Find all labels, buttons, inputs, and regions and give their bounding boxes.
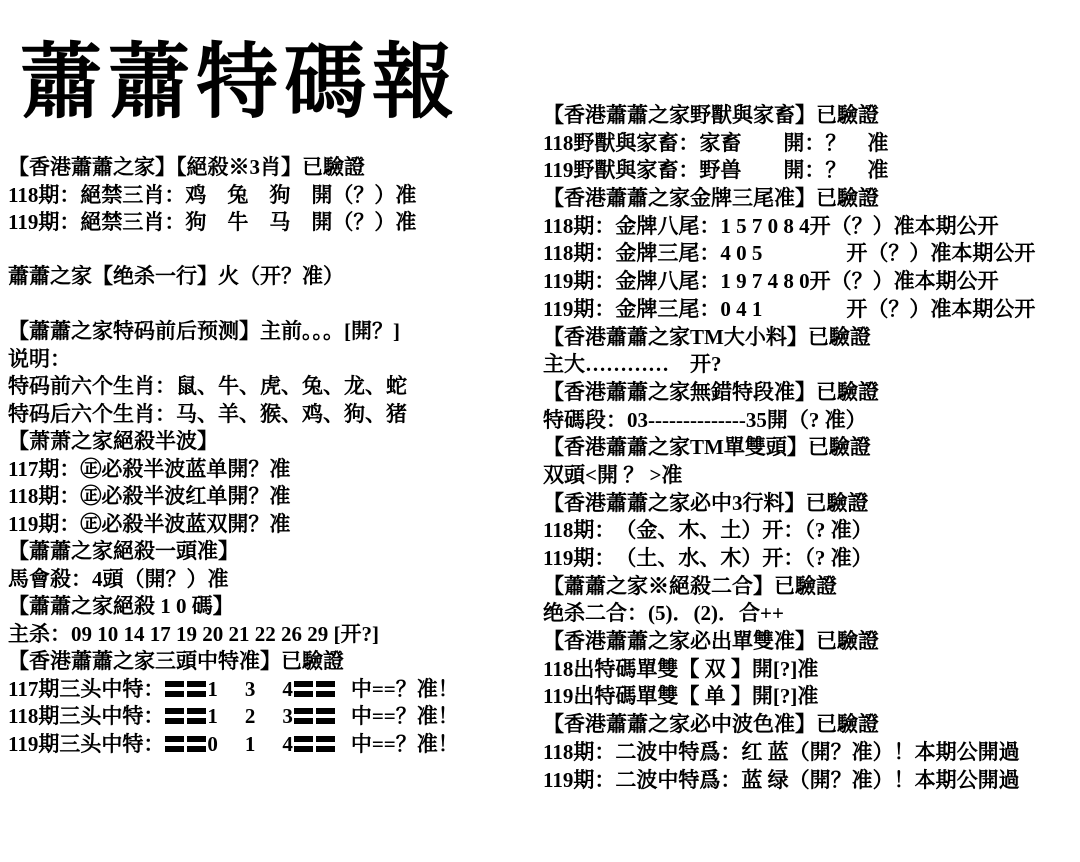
redacted-bars — [294, 677, 335, 705]
text-line: 118期：絕禁三肖：鸡 兔 狗 開（？）准 — [8, 182, 417, 207]
section-header: 【蕭蕭之家特码前后预测】主前。。。[開？] — [8, 319, 400, 344]
text-line: 118期：二波中特爲：红 蓝（開？准）！本期公開過 — [543, 739, 1020, 764]
right-column — [543, 102, 1078, 794]
section-header: 【萧萧之家絕殺半波】 — [8, 429, 218, 454]
three-head-row — [8, 703, 538, 731]
digit: 0 — [207, 731, 218, 756]
digit: 1 — [244, 731, 256, 756]
text-line: 118期：金牌三尾：4 0 5 开（？）准本期公开 — [543, 241, 1036, 266]
redacted-bars — [165, 677, 206, 705]
digit: 2 — [244, 704, 256, 729]
redacted-bars — [165, 732, 206, 760]
text-line: 119期：絕禁三肖：狗 牛 马 開（？）准 — [8, 210, 417, 235]
digit: 1 — [207, 676, 218, 701]
left-column — [8, 36, 538, 758]
digit: 3 — [244, 676, 256, 701]
text-line: 119出特碼單雙【 单 】開[?]准 — [543, 684, 819, 709]
result-text: 中==？准！ — [350, 676, 459, 701]
section-header: 【香港蕭蕭之家金牌三尾准】已驗證 — [543, 186, 879, 211]
text-line: 119期： （土、水、木）开：（? 准） — [543, 546, 873, 570]
section-header: 【蕭蕭之家絕殺一頭准】 — [8, 539, 239, 564]
section-header: 【香港蕭蕭之家TM大小料】已驗證 — [543, 324, 871, 349]
section-header: 【香港蕭蕭之家無錯特段准】已驗證 — [543, 379, 879, 404]
section-header: 【香港蕭蕭之家三頭中特准】已驗證 — [8, 649, 344, 674]
section-header: 【香港蕭蕭之家必出單雙准】已驗證 — [543, 629, 879, 654]
text-line: 蕭蕭之家【绝杀一行】火（开？准） — [8, 263, 344, 288]
newspaper-title: 蕭蕭特碼報 — [20, 37, 461, 128]
text-line: 118期：金牌八尾：1 5 7 0 8 4开（？）准本期公开 — [543, 213, 999, 238]
text-line: 117期：㊣必殺半波蓝单開？准 — [8, 456, 291, 481]
redacted-bars — [294, 704, 335, 732]
redacted-bars — [165, 704, 206, 732]
digit: 3 — [282, 704, 293, 729]
text-line: 双頭<開 ？ >准 — [543, 462, 683, 487]
row-label: 117期三头中特： — [8, 676, 165, 701]
digit: 4 — [282, 731, 293, 756]
digit: 1 — [207, 704, 218, 729]
section-header: 【蕭蕭之家※絕殺二合】已驗證 — [543, 573, 837, 598]
text-line: 118出特碼單雙【 双 】開[?]准 — [543, 656, 819, 681]
text-line: 特码后六个生肖：马、羊、猴、鸡、狗、猪 — [8, 401, 407, 426]
text-line: 119野獸與家畜：野兽 開：？ 准 — [543, 158, 889, 183]
text-line: 119期：金牌三尾：0 4 1 开（？）准本期公开 — [543, 296, 1036, 321]
row-label: 118期三头中特： — [8, 704, 165, 729]
text-line: 特碼段：03--------------35開（? 准） — [543, 407, 867, 432]
digit: 4 — [282, 676, 293, 701]
text-line: 馬會殺：4頭（開？）准 — [8, 566, 229, 591]
redacted-bars — [294, 732, 335, 760]
section-header: 【香港蕭蕭之家必中波色准】已驗證 — [543, 712, 879, 737]
text-line: 119期：二波中特爲：蓝 绿（開？准）！本期公開過 — [543, 767, 1020, 792]
section-header: 【香港蕭蕭之家】【絕殺※3肖】已驗證 — [8, 155, 365, 180]
section-header: 【香港蕭蕭之家野獸與家畜】已驗證 — [543, 103, 879, 127]
text-line: 绝杀二合：(5)．(2)．合++ — [543, 601, 784, 626]
row-label: 119期三头中特： — [8, 731, 165, 756]
section-header: 【蕭蕭之家絕殺 1 0 碼】 — [8, 594, 234, 619]
text-line: 119期：㊣必殺半波蓝双開？准 — [8, 511, 291, 536]
result-text: 中==？准！ — [350, 731, 459, 756]
text-line: 118期：㊣必殺半波红单開？准 — [8, 484, 291, 509]
text-line: 主杀：09 10 14 17 19 20 21 22 26 29 [开?] — [8, 621, 379, 646]
section-header: 【香港蕭蕭之家必中3行料】已驗證 — [543, 490, 869, 515]
three-head-row — [8, 676, 538, 704]
text-line: 主大………… 开? — [543, 352, 722, 377]
text-line: 说明： — [8, 346, 71, 371]
section-header: 【香港蕭蕭之家TM單雙頭】已驗證 — [543, 435, 871, 460]
text-line: 特码前六个生肖：鼠、牛、虎、兔、龙、蛇 — [8, 374, 407, 399]
text-line: 118野獸與家畜：家畜 開：？ 准 — [543, 130, 889, 155]
three-head-row — [8, 731, 538, 759]
result-text: 中==？准！ — [350, 704, 459, 729]
text-line: 119期：金牌八尾：1 9 7 4 8 0开（？）准本期公开 — [543, 269, 999, 294]
text-line: 118期： （金、木、土）开：（? 准） — [543, 518, 873, 543]
